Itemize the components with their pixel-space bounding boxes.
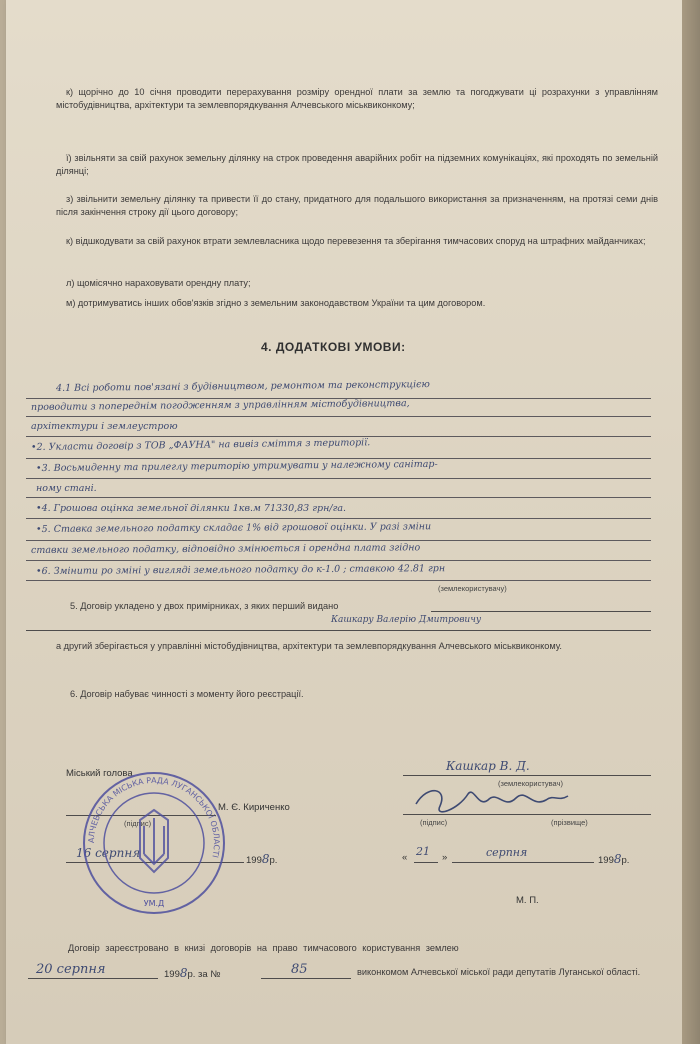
- clause-k-upper: к) щорічно до 10 січня проводити перерахування розміру орендної плати за землю та погоджувати ці розрахунки з управлінням містобудівництва, архітектури та землевпорядкування Алчевського міськвиконкому;: [56, 87, 658, 110]
- registration-number-line: [261, 978, 351, 979]
- clause-z: з) звільнити земельну ділянку та привести її до стану, придатного для подальшого використання за призначенням, на протязі семи днів після закінчення строку дії цього договору;: [56, 194, 658, 217]
- clause-m: м) дотримуватись інших обов'язків згідно з земельним законодавством України та цим договором.: [66, 298, 486, 308]
- hw-term-line-4: •2. Укласти договір з ТОВ „ФАУНА" на вивіз сміття з території.: [30, 437, 371, 453]
- copies-second: а другий зберігається у управлінні містобудівництва, архітектури та землевпорядкування Алчевського міськвиконкому.: [56, 641, 562, 651]
- section-heading-additional-terms: 4. ДОДАТКОВІ УМОВИ:: [261, 340, 406, 354]
- registration-year-suffix: р. за №: [187, 969, 221, 980]
- user-month-line: [452, 862, 594, 863]
- stamp-ring-text: АЛЧЕВСЬКА МІСЬКА РАДА ЛУГАНСЬКОЇ ОБЛАСТІ: [86, 775, 222, 859]
- official-stamp: [74, 768, 234, 918]
- mayor-sign-caption: (підпис): [124, 819, 152, 828]
- hw-rule: [26, 518, 651, 519]
- stamp-bottom-text: УМ.Д: [143, 899, 165, 908]
- user-year: [598, 852, 629, 866]
- hw-term-line-9: ставки земельного податку, відповідно змінюється і орендна плата згідно: [30, 542, 421, 556]
- hw-term-line-5: •3. Восьмиденну та прилеглу територію утримувати у належному санітар-: [35, 458, 438, 474]
- hw-rule: [26, 497, 651, 498]
- clause-l2: л) щомісячно нараховувати орендну плату;: [66, 278, 251, 288]
- mayor-year: [246, 852, 277, 866]
- clause-effective: 6. Договір набуває чинності з моменту його реєстрації.: [70, 689, 304, 699]
- mayor-name: М. Є. Кириченко: [218, 802, 290, 813]
- hw-term-line-8: •5. Ставка земельного податку складає 1% від грошової оцінки. У разі зміни: [35, 521, 432, 535]
- user-date-close: »: [442, 852, 448, 863]
- registration-text: Договір зареєстровано в книзі договорів на право тимчасового користування землею: [68, 943, 459, 953]
- registration-date-line: [28, 978, 158, 979]
- copies-recipient-line: [431, 611, 651, 612]
- registration-year-prefix: 199: [164, 969, 180, 980]
- registration-year: [164, 966, 221, 980]
- user-year-suffix: р.: [621, 855, 630, 866]
- user-day-line: [414, 862, 438, 863]
- hw-term-line-1: 4.1 Всі роботи пов'язані з будівництвом, ремонтом та реконструкцією: [55, 379, 430, 394]
- user-name-line: [403, 775, 651, 776]
- clause-k: к) відшкодувати за свій рахунок втрати землевласника щодо перевезення та зберігання тимчасових споруд на штрафних майданчиках;: [66, 236, 646, 246]
- copies-line-2: [26, 630, 651, 631]
- hw-rule: [26, 580, 651, 581]
- page-edge: [682, 0, 700, 1044]
- hw-term-line-3: архітектури і землеустрою: [31, 421, 178, 432]
- mayor-date-hw: 16 серпня: [76, 846, 141, 860]
- user-date-open: «: [402, 852, 408, 863]
- clause-l: ї) звільняти за свій рахунок земельну ділянку на строк проведення аварійних робіт на підземних комунікаціях, які проходять по земельній ділянці;: [56, 153, 658, 176]
- hw-term-line-2: проводити з попереднім погодженням з управлінням містобудівництва,: [30, 398, 410, 413]
- copies-label: 5. Договір укладено у двох примірниках, з яких перший видано: [70, 601, 339, 611]
- user-date-month: серпня: [486, 846, 528, 859]
- copies-caption: (землекористувачу): [438, 584, 507, 593]
- hw-rule: [26, 540, 651, 541]
- user-sign-line: [403, 814, 651, 815]
- hw-term-line-6: ному стані.: [36, 483, 97, 494]
- registration-number-hw: 85: [291, 962, 308, 977]
- copies-recipient-hw: Кашкару Валерію Дмитровичу: [331, 615, 482, 625]
- mayor-title: Міський голова: [66, 768, 133, 779]
- hw-rule: [26, 416, 651, 417]
- hw-term-line-10: •6. Змінити ро зміні у вигляді земельного податку до к-1.0 ; ставкою 42.81 грн: [35, 563, 446, 577]
- hw-rule: [26, 478, 651, 479]
- registration-year-hw: 8: [179, 966, 188, 980]
- user-name-hw: Кашкар В. Д.: [446, 759, 530, 773]
- hw-term-line-7: •4. Грошова оцінка земельної ділянки 1кв.м 71330,83 грн/га.: [36, 503, 347, 514]
- user-role-caption: (землекористувач): [498, 779, 563, 788]
- seal-place: М. П.: [516, 895, 539, 906]
- user-year-prefix: 199: [598, 855, 614, 866]
- user-sign-caption: (підпис): [420, 818, 448, 827]
- user-name-caption: (прізвище): [551, 818, 588, 827]
- registration-tail: виконкомом Алчевської міської ради депутатів Луганської області.: [357, 967, 641, 977]
- mayor-year-suffix: р.: [269, 855, 278, 866]
- registration-date-hw: 20 серпня: [36, 962, 106, 977]
- mayor-year-hw: 8: [261, 852, 270, 866]
- document-page: [6, 0, 682, 1044]
- mayor-year-prefix: 199: [246, 855, 262, 866]
- user-date-day: 21: [416, 845, 430, 858]
- hw-rule: [26, 560, 651, 561]
- user-year-hw: 8: [613, 852, 622, 866]
